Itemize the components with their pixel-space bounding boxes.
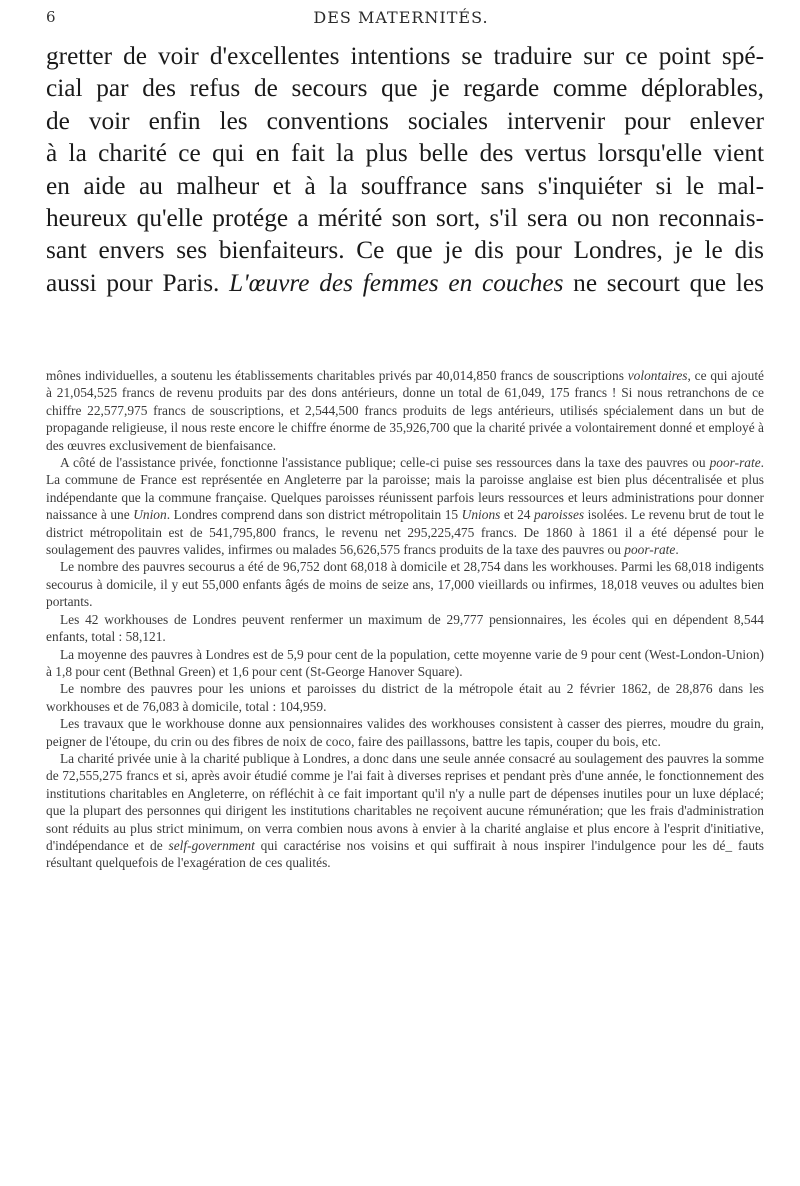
italic-term: poor-rate xyxy=(709,455,761,471)
text-run: mônes individuelles, a soutenu les établissements charitables privés par 40,014,850 francs de souscriptions xyxy=(46,368,628,383)
footnote-paragraph: Le nombre des pauvres secourus a été de 96,752 dont 68,018 à domicile et 28,754 dans les workhouses. Parmi les 68,018 indigents secourus à domicile, il y eut 55,000 enfants âgés de moins de seize ans, 17,000 vieillards ou infirmes, 18,018 veuves ou adultes bien portants. xyxy=(46,559,764,610)
footnote-paragraph: La moyenne des pauvres à Londres est de 5,9 pour cent de la population, cette moyenne varie de 9 pour cent (West-London-Union) à 1,8 pour cent (Bethnal Green) et 1,6 pour cent (St-George Hanover Square). xyxy=(46,646,764,679)
body-line: heureux qu'elle protége a mérité son sort, s'il sera ou non reconnais- xyxy=(46,204,764,233)
body-italic-title: L'œuvre des femmes en couches xyxy=(229,268,564,297)
footnote-paragraph: Les 42 workhouses de Londres peuvent renfermer un maximum de 29,777 pensionnaires, les écoles qui en dépendent 8,544 enfants, total : 58,121. xyxy=(46,611,764,645)
footnote-block xyxy=(46,367,764,872)
italic-term: poor-rate xyxy=(624,542,676,558)
italic-term: Union xyxy=(133,507,167,523)
text-run: , ce qui ajouté à 21,054,525 francs de revenu produits par des dons antérieurs, donne un total de 61,049, 175 francs ! Si nous retranchons de ce chiffre 22,577,975 francs de souscriptions, et 2,544,500 francs produits de legs antérieurs, utilisés spécialement dans un but de propagande religieuse, il nous reste encore le chiffre énorme de 35,926,700 que la charité privée a volontairement donné et employé à des œuvres exclusivement de bienfaisance. xyxy=(46,368,764,453)
text-run: La charité privée unie à la charité publique à Londres, a donc dans une seule année consacré au soulagement des pauvres la somme de 72,555,275 francs et si, après avoir étudié comme je l'ai fait à diverses reprises et pendant près d'une année, le fonctionnement des institutions charitables en Angleterre, on réfléchit à ce fait important qu'il n'y a nulle part de dépenses inutiles pour un luxe déplacé; que la plupart des personnes qui dirigent les institutions charitables ne reçoivent aucune rémunération; que les frais d'administration sont réduits au plus strict minimum, on verra combien nous avons à envier à la charité anglaise et plus encore à l'esprit d'initiative, d'indépendance et de xyxy=(46,750,764,853)
footnote-paragraph: Les travaux que le workhouse donne aux pensionnaires valides des workhouses consistent à casser des pierres, moudre du grain, peigner de l'étoupe, du crin ou des fibres de noix de coco, faire des paillassons, battre les tapis, couper du bois, etc. xyxy=(46,716,764,749)
body-line-last xyxy=(46,267,764,299)
text-run: isolées. Le revenu brut de tout le district métropolitain est de 541,795,800 francs, le revenu net 295,225,475 francs. De 1860 à 1861 il a été dépensé pour le soulagement des pauvres valides, infirmes ou malades 56,626,575 francs produits de la taxe des pauvres ou xyxy=(46,507,764,558)
text-run: . Londres comprend dans son district métropolitain 15 xyxy=(166,507,462,523)
italic-term: Unions xyxy=(461,507,501,523)
body-line: gretter de voir d'excellentes intentions se traduire sur ce point spé- xyxy=(46,42,764,70)
text-run: . La commune de France est représentée en Angleterre par la paroisse; mais la paroisse anglaise est bien plus décentralisée et plus indépendante que la commune française. Quelques paroisses réunissent parfois leurs ressources et leurs administrations pour donner naissance à une xyxy=(46,455,764,523)
running-title: DES MATERNITÉS. xyxy=(313,8,489,27)
italic-term: paroisses xyxy=(534,507,585,523)
body-line: cial par des refus de secours que je regarde comme déplorables, xyxy=(46,74,764,103)
text-run: qui caractérise nos voisins et qui suffirait à nous inspirer l'indulgence pour les dé_ fauts résultant quelquefois de l'exagération de ces qualités. xyxy=(46,837,764,871)
italic-term: self-government xyxy=(168,837,255,853)
body-line: de voir enfin les conventions sociales intervenir pour enlever xyxy=(46,106,764,135)
page-number: 6 xyxy=(46,8,56,26)
body-text-run: aussi pour Paris. xyxy=(46,268,230,297)
body-text-run: ne secourt que les xyxy=(563,268,764,297)
footnote-paragraph xyxy=(46,454,764,558)
footnote-paragraph xyxy=(46,750,764,872)
body-line: sant envers ses bienfaiteurs. Ce que je dis pour Londres, je le dis xyxy=(46,236,764,265)
text-run: et 24 xyxy=(500,507,535,523)
text-run: . xyxy=(675,542,679,558)
footnote-paragraph xyxy=(46,367,764,454)
italic-term: volontaires xyxy=(627,368,688,383)
page-header xyxy=(46,8,756,34)
text-run: A côté de l'assistance privée, fonctionne l'assistance publique; celle-ci puise ses ressources dans la taxe des pauvres ou xyxy=(60,455,710,471)
footnote-paragraph: Le nombre des pauvres pour les unions et paroisses du district de la métropole était au 2 février 1862, de 28,876 dans les workhouses et de 76,083 à domicile, total : 104,959. xyxy=(46,681,764,714)
main-paragraph xyxy=(46,40,764,299)
body-line: en aide au malheur et à la souffrance sans s'inquiéter si le mal- xyxy=(46,171,764,200)
body-line: à la charité ce qui en fait la plus belle des vertus lorsqu'elle vient xyxy=(46,139,764,168)
